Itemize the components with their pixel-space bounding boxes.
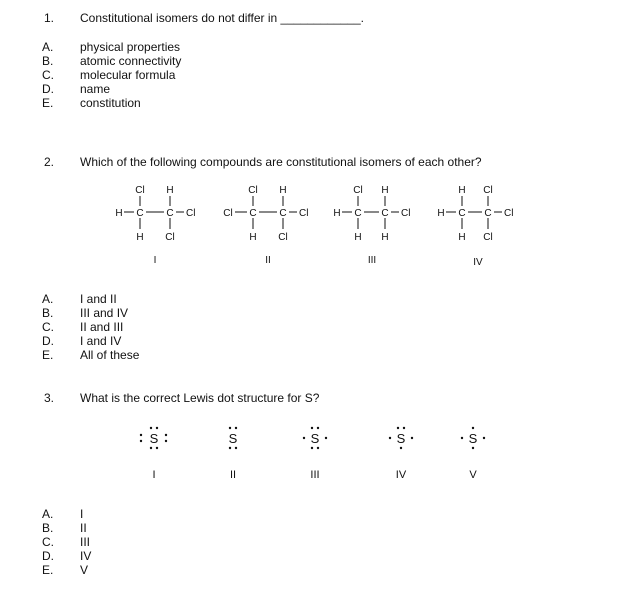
option-letter: A. [42, 292, 54, 306]
structure-label: III [367, 255, 377, 266]
atom-label: Cl [165, 232, 175, 243]
svg-text:C: C [136, 208, 144, 219]
answer-option: II [80, 521, 87, 535]
atom-label: Cl [223, 208, 233, 219]
question-3-options [80, 507, 91, 577]
svg-text:C: C [279, 208, 287, 219]
structure-i [115, 185, 195, 266]
structure-label: I [152, 469, 156, 481]
svg-text:C: C [381, 208, 389, 219]
option-letter: C. [42, 68, 54, 82]
atom-label: Cl [278, 232, 288, 243]
atom-label: Cl [353, 185, 363, 196]
answer-option: II and III [80, 320, 124, 334]
atom-label: H [458, 232, 466, 243]
answer-option: atomic connectivity [80, 54, 182, 68]
atom-label: Cl [186, 208, 196, 219]
question-1-options [80, 40, 181, 110]
option-letter: E. [42, 563, 54, 577]
answer-option: V [80, 563, 89, 577]
question-3-number: 3. [44, 391, 55, 405]
structure-label: I [153, 255, 157, 266]
structure-iv [437, 185, 513, 268]
atom-label: H [381, 185, 389, 196]
option-letter: C. [42, 535, 54, 549]
structure-label: IV [395, 469, 407, 481]
atom-label: H [354, 232, 362, 243]
element-symbol: S [310, 431, 320, 446]
element-symbol: S [396, 431, 406, 446]
lewis-structure-ii [229, 427, 238, 481]
answer-option: IV [80, 549, 92, 563]
lewis-structure-i [140, 427, 167, 481]
question-3-text: What is the correct Lewis dot structure for S? [80, 391, 320, 405]
answer-option: I [80, 507, 84, 521]
structure-label: II [229, 469, 237, 481]
atom-label: Cl [504, 208, 514, 219]
element-symbol: S [228, 431, 238, 446]
answer-option: molecular formula [80, 68, 176, 82]
structure-iii [333, 185, 410, 266]
lewis-structure-iv [389, 427, 413, 481]
element-symbol: S [149, 431, 159, 446]
question-2-text: Which of the following compounds are constitutional isomers of each other? [80, 155, 482, 169]
structure-label: V [469, 469, 477, 481]
option-letter: D. [42, 82, 54, 96]
option-letter: D. [42, 334, 54, 348]
answer-option: I and II [80, 292, 117, 306]
option-letter: B. [42, 521, 54, 535]
option-letter: C. [42, 320, 54, 334]
lewis-structures [0, 418, 627, 488]
structure-label: IV [473, 257, 483, 268]
atom-label: Cl [483, 232, 493, 243]
option-letter: E. [42, 96, 54, 110]
structure-label: II [265, 255, 271, 266]
answer-option: All of these [80, 348, 140, 362]
atom-label: H [136, 232, 144, 243]
option-letter: E. [42, 348, 54, 362]
option-letter: B. [42, 54, 54, 68]
atom-label: Cl [248, 185, 258, 196]
answer-option: III [80, 535, 91, 549]
question-2-options [80, 292, 139, 362]
option-letter: B. [42, 306, 54, 320]
option-letter: A. [42, 40, 54, 54]
answer-option: physical properties [80, 40, 181, 54]
atom-label: H [249, 232, 257, 243]
svg-text:C: C [354, 208, 362, 219]
answer-option: III and IV [80, 306, 129, 320]
question-1-number: 1. [44, 11, 55, 25]
atom-label: Cl [401, 208, 411, 219]
atom-label: H [381, 232, 389, 243]
atom-label: H [437, 208, 445, 219]
isomer-structures [0, 178, 627, 278]
question-2-number: 2. [44, 155, 55, 169]
structure-label: III [310, 469, 320, 481]
structure-ii [223, 185, 308, 266]
lewis-structure-v [461, 427, 485, 481]
answer-option: constitution [80, 96, 141, 110]
svg-text:C: C [166, 208, 174, 219]
answer-option: I and IV [80, 334, 122, 348]
atom-label: Cl [483, 185, 493, 196]
element-symbol: S [468, 431, 478, 446]
atom-label: Cl [299, 208, 309, 219]
svg-text:C: C [249, 208, 257, 219]
atom-label: Cl [135, 185, 145, 196]
lewis-structure-iii [303, 427, 327, 481]
question-1-letters [42, 40, 54, 110]
question-1-text: Constitutional isomers do not differ in ____________. [80, 11, 364, 25]
question-3-letters [42, 507, 54, 577]
atom-label: H [166, 185, 174, 196]
option-letter: A. [42, 507, 54, 521]
atom-label: H [115, 208, 123, 219]
atom-label: H [458, 185, 466, 196]
atom-label: H [279, 185, 287, 196]
atom-label: H [333, 208, 341, 219]
option-letter: D. [42, 549, 54, 563]
svg-text:C: C [458, 208, 466, 219]
svg-text:C: C [484, 208, 492, 219]
question-2-letters [42, 292, 54, 362]
answer-option: name [80, 82, 111, 96]
